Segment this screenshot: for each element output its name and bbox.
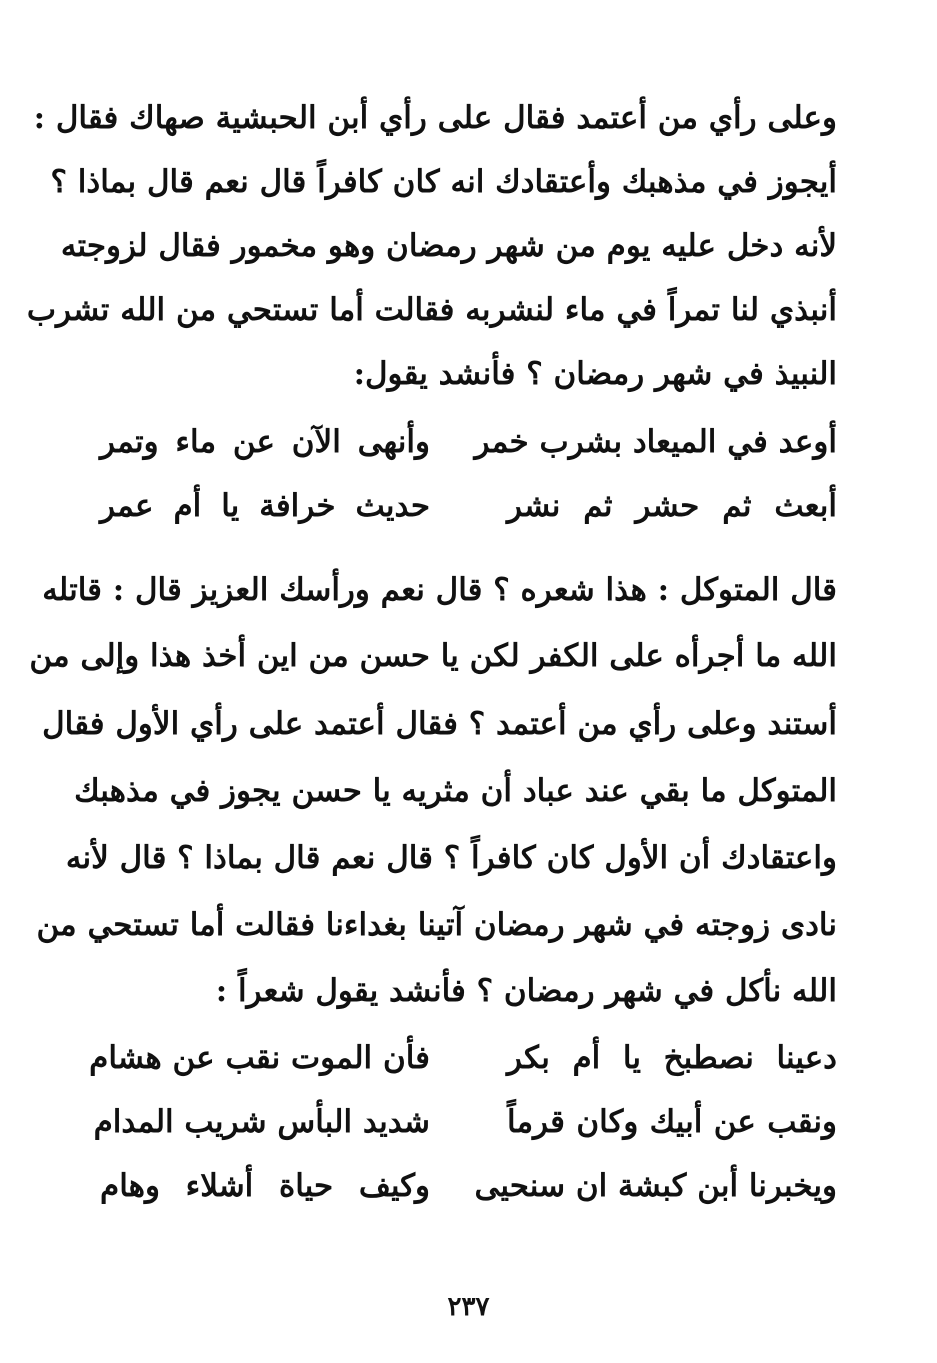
- verse-row: [93, 1100, 837, 1144]
- hemistich-first: أبعث ثم حشر ثم نشر: [507, 488, 837, 524]
- verse-row: [100, 484, 837, 528]
- hemistich-first: ويخبرنا أبن كبشة ان سنحيى: [474, 1168, 837, 1204]
- hemistich-second: وكيف حياة أشلاء وهام: [100, 1168, 430, 1204]
- hemistich-second: شديد البأس شريب المدام: [93, 1104, 430, 1140]
- prose-line: أنبذي لنا تمراً في ماء لنشربه فقالت أما تستحي من الله تشرب: [26, 292, 837, 328]
- verse-row: [100, 420, 837, 464]
- page-number: ٢٣٧: [447, 1292, 490, 1322]
- verse-row: [89, 1036, 837, 1080]
- verse-row: [100, 1164, 837, 1208]
- prose-line: أستند وعلى رأي من أعتمد ؟ فقال أعتمد على رأي الأول فقال: [42, 706, 837, 742]
- prose-line: أيجوز في مذهبك وأعتقادك انه كان كافراً قال نعم قال بماذا ؟: [50, 164, 837, 200]
- hemistich-second: وأنهى الآن عن ماء وتمر: [100, 424, 430, 460]
- prose-line: لأنه دخل عليه يوم من شهر رمضان وهو مخمور فقال لزوجته: [60, 228, 837, 264]
- prose-line: وعلى رأي من أعتمد فقال على رأي أبن الحبشية صهاك فقال :: [33, 100, 837, 136]
- hemistich-first: ونقب عن أبيك وكان قرماً: [507, 1104, 837, 1140]
- prose-line: نادى زوجته في شهر رمضان آتينا بغداءنا فقالت أما تستحي من: [36, 907, 837, 943]
- hemistich-second: فأن الموت نقب عن هشام: [89, 1040, 430, 1076]
- hemistich-first: أوعد في الميعاد بشرب خمر: [474, 424, 837, 460]
- prose-line: قال المتوكل : هذا شعره ؟ قال نعم ورأسك العزيز قال : قاتله: [42, 572, 837, 608]
- hemistich-first: دعينا نصطبخ يا أم بكر: [507, 1040, 837, 1076]
- prose-line: واعتقادك أن الأول كان كافراً ؟ قال نعم قال بماذا ؟ قال لأنه: [65, 840, 837, 876]
- prose-line: الله نأكل في شهر رمضان ؟ فأنشد يقول شعراً :: [215, 973, 837, 1009]
- prose-line: الله ما أجرأه على الكفر لكن يا حسن من اين أخذ هذا وإلى من: [29, 638, 837, 674]
- prose-line: النبيذ في شهر رمضان ؟ فأنشد يقول:: [353, 356, 837, 392]
- hemistich-second: حديث خرافة يا أم عمر: [100, 488, 430, 524]
- prose-line: المتوكل ما بقي عند عباد أن مثريه يا حسن يجوز في مذهبك: [74, 773, 837, 809]
